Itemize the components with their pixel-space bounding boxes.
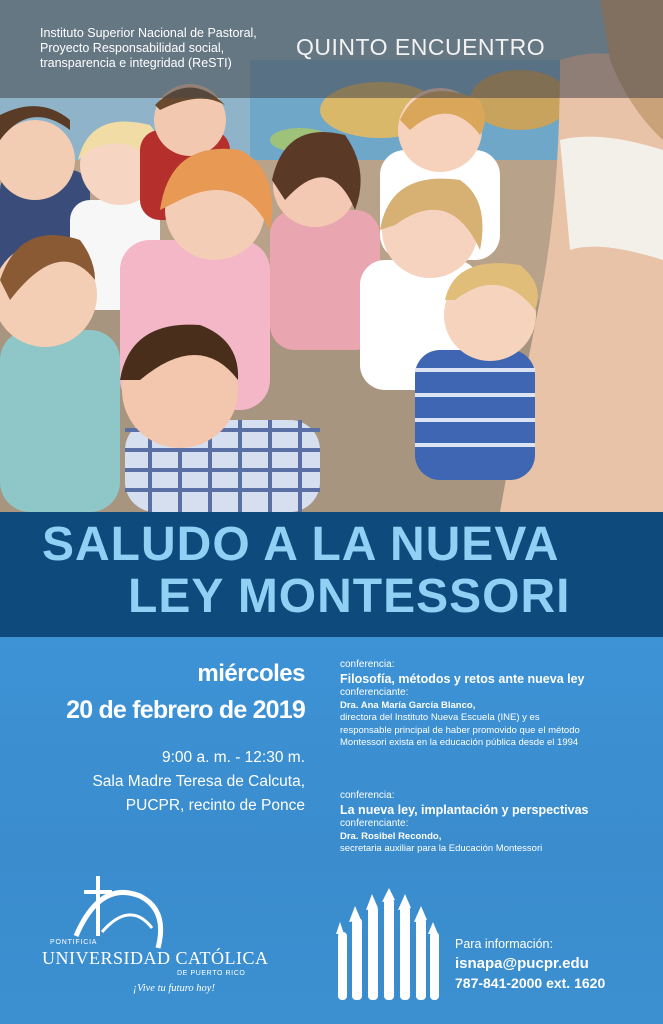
conference-block — [340, 790, 640, 856]
contact-phone[interactable]: 787-841-2000 ext. 1620 — [455, 975, 606, 991]
institution-line: Proyecto Responsabilidad social, — [40, 41, 225, 55]
speaker-name: Dra. Ana María García Blanco, — [340, 700, 476, 711]
event-label: QUINTO ENCUENTRO — [296, 34, 546, 60]
raised-hands-icon — [334, 888, 442, 1000]
event-campus: PUCPR, recinto de Ponce — [125, 797, 305, 814]
event-title-line2: LEY MONTESSORI — [128, 570, 571, 623]
event-title-line1: SALUDO A LA NUEVA — [42, 518, 560, 571]
speaker-label: conferenciante: — [340, 687, 409, 698]
logo-university-name: UNIVERSIDAD CATÓLICA — [42, 948, 269, 968]
speaker-name: Dra. Rosibel Recondo, — [340, 831, 442, 842]
conference-title: Filosofía, métodos y retos ante nueva ley — [340, 672, 585, 686]
speaker-description: directora del Instituto Nueva Escuela (INE) y es — [340, 712, 540, 723]
conference-block — [340, 659, 640, 750]
speaker-description: responsable principal de haber promovido que el método — [340, 724, 580, 736]
speaker-label: conferenciante: — [340, 818, 409, 829]
event-time: 9:00 a. m. - 12:30 m. — [161, 749, 305, 766]
logo-tagline: ¡Vive tu futuro hoy! — [133, 983, 215, 994]
event-venue: Sala Madre Teresa de Calcuta, — [92, 773, 305, 790]
event-date: 20 de febrero de 2019 — [66, 696, 305, 724]
contact-email[interactable]: isnapa@pucpr.edu — [455, 955, 589, 972]
contact-label: Para información: — [455, 937, 553, 951]
conference-label: conferencia: — [340, 790, 395, 801]
conference-title: La nueva ley, implantación y perspectivas — [340, 803, 589, 817]
speaker-description: secretaria auxiliar para la Educación Montessori — [340, 843, 543, 854]
logo-pontificia: PONTIFICIA — [50, 939, 98, 946]
event-weekday: miércoles — [197, 660, 305, 687]
speaker-description: Montessori exista en la educación pública desde el 1994 — [340, 737, 579, 748]
logo-puerto-rico: DE PUERTO RICO — [177, 970, 246, 977]
institution-name — [40, 26, 290, 71]
conference-label: conferencia: — [340, 659, 395, 670]
institution-line: Instituto Superior Nacional de Pastoral, — [40, 26, 257, 40]
institution-line: transparencia e integridad (ReSTI) — [40, 56, 232, 70]
